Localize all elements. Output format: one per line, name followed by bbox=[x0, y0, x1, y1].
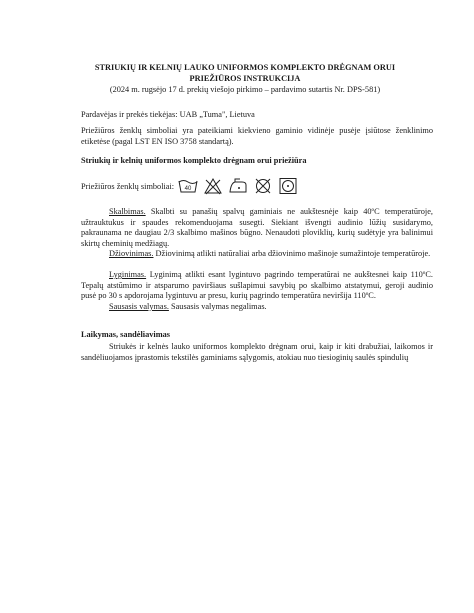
symbols-label: Priežiūros ženklų simboliai: bbox=[81, 181, 175, 191]
section-heading-storage: Laikymas, sandėliavimas bbox=[81, 330, 170, 339]
no-bleach-icon bbox=[203, 177, 223, 195]
drycleaning-paragraph bbox=[81, 302, 433, 313]
no-dryclean-icon bbox=[253, 177, 273, 195]
contract-reference: (2024 m. rugsėjo 17 d. prekių viešojo pirkimo – pardavimo sutartis Nr. DPS-581) bbox=[109, 85, 381, 94]
wash-40-icon bbox=[178, 177, 198, 195]
iron-low-icon bbox=[228, 177, 248, 195]
ironing-label: Lyginimas. bbox=[109, 270, 147, 279]
washing-paragraph bbox=[81, 207, 433, 249]
supplier-line: Pardavėjas ir prekės tiekėjas: UAB „Tuma", Lietuva bbox=[81, 110, 255, 119]
drying-text: Džiovinimą atlikti natūraliai arba džiovinimo mašinoje sumažintoje temperatūroje. bbox=[153, 249, 431, 258]
care-symbols bbox=[178, 177, 298, 195]
wash-temp-label: 40 bbox=[184, 186, 192, 192]
title-line-1: STRIUKIŲ IR KELNIŲ LAUKO UNIFORMOS KOMPLEKTO DRĖGNAM ORUI bbox=[94, 63, 396, 72]
drying-paragraph bbox=[81, 249, 433, 260]
section-heading-care: Striukių ir kelnių uniformos komplekto drėgnam orui priežiūra bbox=[81, 156, 307, 165]
washing-label: Skalbimas. bbox=[109, 207, 146, 216]
ironing-text: Lyginimą atlikti esant lygintuvo pagrindo temperatūrai ne aukštesnei kaip 110ºC. Tepalų atstūmimo ir atsparumo paviršiaus sušlapimui savybių po skalbimo atstatymui, geroji audinio pusė po 30 s apdorojama lygintuvu ar presu, kurių pagrindo temperatūra neviršija 110ºC. bbox=[81, 270, 433, 301]
tumble-dry-low-icon bbox=[278, 177, 298, 195]
care-symbols-row bbox=[81, 175, 298, 197]
storage-paragraph: Striukės ir kelnės lauko uniformos komplekto drėgnam orui, kaip ir kiti drabužiai, laikomos ir sandėliuojamos įprastomis tekstilės gaminiams sąlygomis, atokiau nuo tiesioginių saulės spindulių bbox=[81, 342, 433, 362]
ironing-paragraph bbox=[81, 270, 433, 302]
drycleaning-text: Sausasis valymas negalimas. bbox=[168, 302, 267, 311]
document-title bbox=[60, 62, 430, 84]
washing-text: Skalbti su panašių spalvų gaminiais ne aukštesnėje kaip 40ºC temperatūroje, užtrauktukus ir spaudes rekomenduojama susegti. Siekiant išvengti audinio lūžių susidarymo, pakraunama ne daugiau 2/3 skalbimo mašinos būgno. Nenaudoti ploviklių, kurių sudėtyje yra balinimui skirtų cheminių medžiagų. bbox=[81, 207, 433, 248]
intro-paragraph: Priežiūros ženklų simboliai yra pateikiami kiekvieno gaminio vidinėje pusėje įsiūtose ženklinimo etiketėse (pagal LST EN ISO 3758 standartą). bbox=[81, 126, 433, 146]
drying-label: Džiovinimas. bbox=[109, 249, 154, 258]
drycleaning-label: Sausasis valymas. bbox=[109, 302, 169, 311]
title-line-2: PRIEŽIŪROS INSTRUKCIJA bbox=[189, 74, 301, 83]
